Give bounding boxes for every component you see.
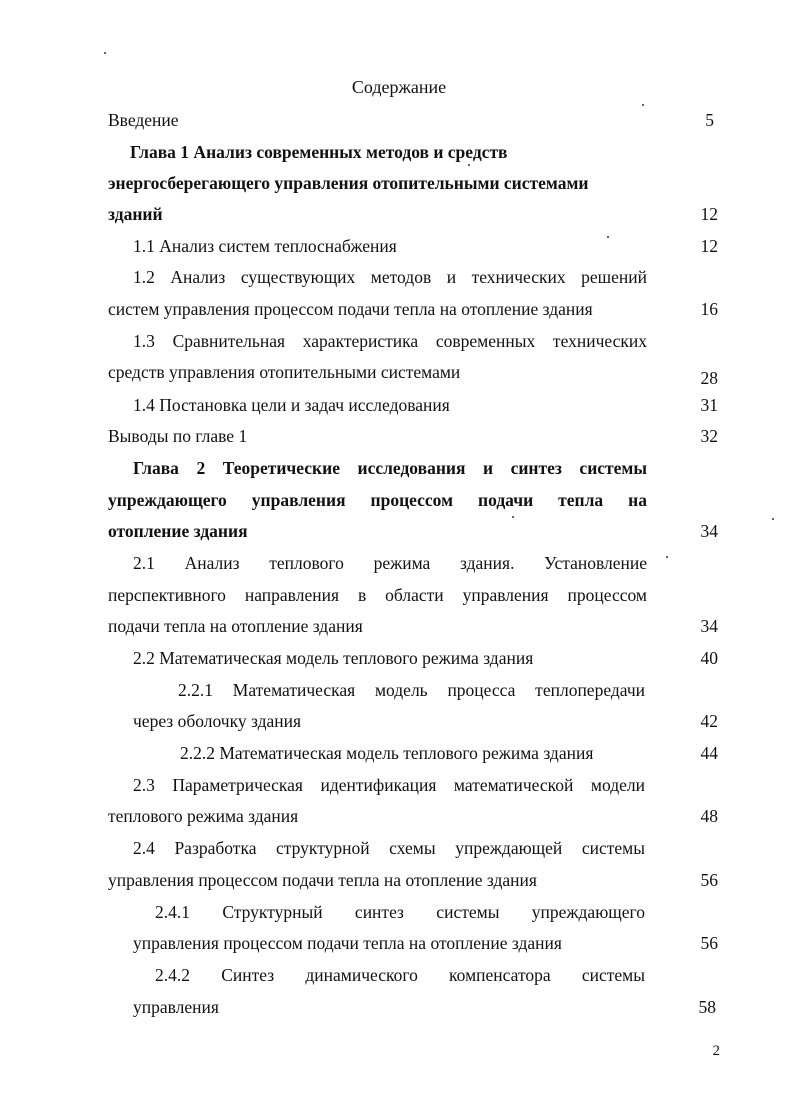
toc-entry: [0, 965, 798, 997]
toc-entry: [0, 680, 798, 712]
toc-entry-text: 2.2.1 Математическая модель процесса теплопередачи: [178, 680, 645, 700]
toc-entry: [0, 521, 798, 553]
toc-entry: [0, 585, 798, 617]
scan-speck: [512, 516, 514, 518]
toc-entry-text: перспективного направления в области управления процессом: [108, 585, 647, 605]
toc-page-number: 12: [700, 236, 718, 256]
toc-entry-text: управления: [133, 997, 219, 1017]
toc-entry: [0, 997, 798, 1029]
page-title: Содержание: [351, 77, 447, 97]
toc-entry: [0, 775, 798, 807]
toc-entry: [0, 648, 798, 680]
toc-page-number: 56: [700, 933, 718, 953]
toc-page-number: 12: [700, 204, 718, 224]
page-number: 2: [712, 1043, 720, 1059]
toc-page-number: 31: [700, 395, 718, 415]
toc-entry-text: 2.4.2 Синтез динамического компенсатора системы: [155, 965, 645, 985]
toc-entry: [0, 426, 798, 458]
toc-entry: [0, 236, 798, 268]
toc-entry: [0, 902, 798, 934]
toc-entry-text: подачи тепла на отопление здания: [108, 616, 363, 636]
toc-entry-text: 2.4.1 Структурный синтез системы упреждающего: [155, 902, 645, 922]
toc-entry-text: Введение: [108, 110, 179, 130]
toc-entry-text: зданий: [108, 204, 163, 224]
toc-entry-text: Выводы по главе 1: [108, 426, 248, 446]
toc-entry: [0, 838, 798, 870]
toc-entry: [0, 110, 798, 142]
toc-entry-text: энергосберегающего управления отопительными системами: [108, 173, 589, 193]
toc-chapter-line: [0, 173, 798, 205]
toc-entry: [0, 616, 798, 648]
toc-entry-text: упреждающего управления процессом подачи тепла на: [108, 490, 647, 510]
toc-entry-text: 1.3 Сравнительная характеристика современных технических: [133, 331, 647, 351]
toc-page-number: 48: [700, 806, 718, 826]
toc-entry-text: управления процессом подачи тепла на отопление здания: [108, 870, 537, 890]
toc-page-number: 42: [700, 711, 718, 731]
toc-entry-text: 1.2 Анализ существующих методов и технических решений: [133, 267, 647, 287]
scan-speck: [607, 236, 609, 238]
toc-entry: [0, 267, 798, 299]
toc-page-number: 58: [698, 997, 716, 1017]
toc-page-number: 28: [700, 368, 718, 388]
toc-page-number: 56: [700, 870, 718, 890]
toc-entry: [0, 299, 798, 331]
toc-entry-text: 2.3 Параметрическая идентификация математической модели: [133, 775, 645, 795]
toc-entry-text: 2.1 Анализ теплового режима здания. Установление: [133, 553, 647, 573]
toc-entry: [0, 870, 798, 902]
scan-speck: [468, 164, 470, 166]
toc-page-number: 40: [700, 648, 718, 668]
toc-entry-text: Глава 1 Анализ современных методов и средств: [130, 142, 508, 162]
toc-entry: [0, 553, 798, 585]
toc-entry: [0, 331, 798, 363]
toc-entry-text: теплового режима здания: [108, 806, 299, 826]
toc-entry-text: отопление здания: [108, 521, 248, 541]
toc-entry: [0, 933, 798, 965]
toc-page-number: 32: [700, 426, 718, 446]
toc-entry: [0, 362, 798, 394]
toc-page-number: 34: [700, 616, 718, 636]
toc-entry-text: систем управления процессом подачи тепла на отопление здания: [108, 299, 593, 319]
toc-page-number: 16: [700, 299, 718, 319]
toc-entry-text: 2.2.2 Математическая модель теплового режима здания: [180, 743, 594, 763]
toc-chapter-line: [0, 458, 798, 490]
toc-page-number: 5: [705, 110, 714, 130]
toc-page-number: 34: [700, 521, 718, 541]
toc-entry-text: средств управления отопительными системами: [108, 362, 461, 382]
scan-speck: [666, 556, 668, 558]
toc-page-number: 44: [700, 743, 718, 763]
scan-speck: [772, 518, 774, 520]
toc-entry-text: 2.2 Математическая модель теплового режима здания: [133, 648, 534, 668]
toc-chapter-line: [0, 142, 798, 174]
toc-entry-text: 2.4 Разработка структурной схемы упреждающей системы: [133, 838, 645, 858]
toc-entry-text: управления процессом подачи тепла на отопление здания: [133, 933, 562, 953]
toc-entry-text: 1.4 Постановка цели и задач исследования: [133, 395, 450, 415]
toc-entry: [0, 806, 798, 838]
toc-chapter-line: [0, 490, 798, 522]
toc-entry-text: через оболочку здания: [133, 711, 302, 731]
toc-entry: [0, 743, 798, 775]
toc-entry: [0, 711, 798, 743]
toc-entry-text: 1.1 Анализ систем теплоснабжения: [133, 236, 397, 256]
scan-speck: [642, 104, 644, 106]
toc-entry: [0, 204, 798, 236]
scan-speck: [104, 52, 106, 54]
toc-entry-text: Глава 2 Теоретические исследования и синтез системы: [133, 458, 647, 478]
toc-entry: [0, 395, 798, 427]
